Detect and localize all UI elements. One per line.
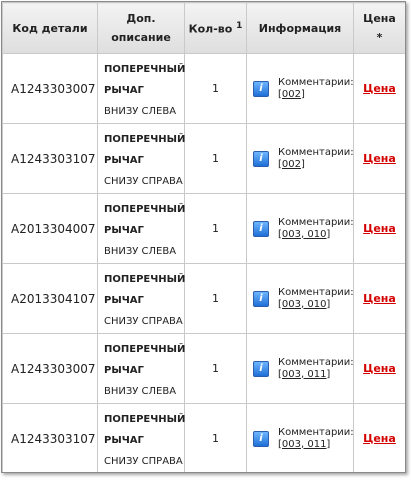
price-link[interactable]: Цена [363, 222, 396, 235]
part-name-line2: РЫЧАГ [104, 225, 144, 236]
comment-refs-link[interactable]: [003, 010] [278, 228, 331, 240]
part-code: A1243303007 [3, 54, 98, 124]
part-name-line1: ПОПЕРЕЧНЫЙ [104, 344, 186, 355]
part-position: СНИЗУ СПРАВА [104, 456, 183, 467]
part-quantity: 1 [185, 334, 247, 404]
part-quantity: 1 [185, 404, 247, 474]
part-name-line1: ПОПЕРЕЧНЫЙ [104, 204, 186, 215]
part-description [98, 264, 185, 334]
part-code: A2013304107 [3, 264, 98, 334]
table-row [3, 404, 406, 474]
info-icon[interactable]: i [253, 291, 269, 307]
comment-label: Комментарии: [278, 146, 354, 158]
part-position: СНИЗУ СПРАВА [104, 176, 183, 187]
comment-label: Комментарии: [278, 216, 354, 228]
comment-refs-link[interactable]: [003, 011] [278, 368, 331, 380]
part-info [247, 404, 354, 474]
table-row [3, 124, 406, 194]
part-info [247, 264, 354, 334]
part-code: A1243303007 [3, 334, 98, 404]
part-position: СНИЗУ СПРАВА [104, 316, 183, 327]
part-quantity: 1 [185, 54, 247, 124]
part-info [247, 54, 354, 124]
part-position: ВНИЗУ СЛЕВА [104, 106, 177, 117]
part-quantity: 1 [185, 124, 247, 194]
part-name-line2: РЫЧАГ [104, 85, 144, 96]
part-info [247, 334, 354, 404]
price-link[interactable]: Цена [363, 362, 396, 375]
col-header-code: Код детали [3, 3, 98, 54]
table-row [3, 264, 406, 334]
part-price [354, 334, 406, 404]
part-position: ВНИЗУ СЛЕВА [104, 246, 177, 257]
table-row [3, 54, 406, 124]
col-header-price: Цена * [354, 3, 406, 54]
part-price [354, 194, 406, 264]
comment-refs-link[interactable]: [002] [278, 158, 305, 170]
part-price [354, 54, 406, 124]
table-header-row [3, 3, 406, 54]
footnote-marker: 1 [236, 21, 243, 32]
col-header-description: Доп. описание [98, 3, 185, 54]
info-icon[interactable]: i [253, 151, 269, 167]
comment-label: Комментарии: [278, 76, 354, 88]
comment-refs-link[interactable]: [002] [278, 88, 305, 100]
col-header-info: Информация [247, 3, 354, 54]
table-row [3, 334, 406, 404]
part-code: A1243303107 [3, 404, 98, 474]
part-description [98, 54, 185, 124]
comment-label: Комментарии: [278, 286, 354, 298]
comment-label: Комментарии: [278, 356, 354, 368]
comment-refs-link[interactable]: [003, 010] [278, 298, 331, 310]
price-link[interactable]: Цена [363, 152, 396, 165]
part-name-line1: ПОПЕРЕЧНЫЙ [104, 64, 186, 75]
part-quantity: 1 [185, 264, 247, 334]
table-row [3, 194, 406, 264]
part-info [247, 124, 354, 194]
price-link[interactable]: Цена [363, 82, 396, 95]
part-name-line2: РЫЧАГ [104, 295, 144, 306]
info-icon[interactable]: i [253, 221, 269, 237]
part-code: A2013304007 [3, 194, 98, 264]
part-name-line1: ПОПЕРЕЧНЫЙ [104, 274, 186, 285]
part-name-line2: РЫЧАГ [104, 155, 144, 166]
part-description [98, 194, 185, 264]
part-description [98, 124, 185, 194]
part-description [98, 404, 185, 474]
part-info [247, 194, 354, 264]
info-icon[interactable]: i [253, 361, 269, 377]
col-header-quantity: Кол-во $^1$ [185, 3, 247, 54]
part-description [98, 334, 185, 404]
part-position: ВНИЗУ СЛЕВА [104, 386, 177, 397]
parts-table [2, 2, 406, 473]
part-code: A1243303107 [3, 124, 98, 194]
part-price [354, 264, 406, 334]
part-name-line2: РЫЧАГ [104, 365, 144, 376]
price-link[interactable]: Цена [363, 432, 396, 445]
part-name-line2: РЫЧАГ [104, 435, 144, 446]
parts-table-frame [1, 1, 406, 473]
part-price [354, 124, 406, 194]
part-price [354, 404, 406, 474]
part-quantity: 1 [185, 194, 247, 264]
comment-label: Комментарии: [278, 426, 354, 438]
info-icon[interactable]: i [253, 431, 269, 447]
comment-refs-link[interactable]: [003, 011] [278, 438, 331, 450]
part-name-line1: ПОПЕРЕЧНЫЙ [104, 414, 186, 425]
info-icon[interactable]: i [253, 81, 269, 97]
price-link[interactable]: Цена [363, 292, 396, 305]
part-name-line1: ПОПЕРЕЧНЫЙ [104, 134, 186, 145]
